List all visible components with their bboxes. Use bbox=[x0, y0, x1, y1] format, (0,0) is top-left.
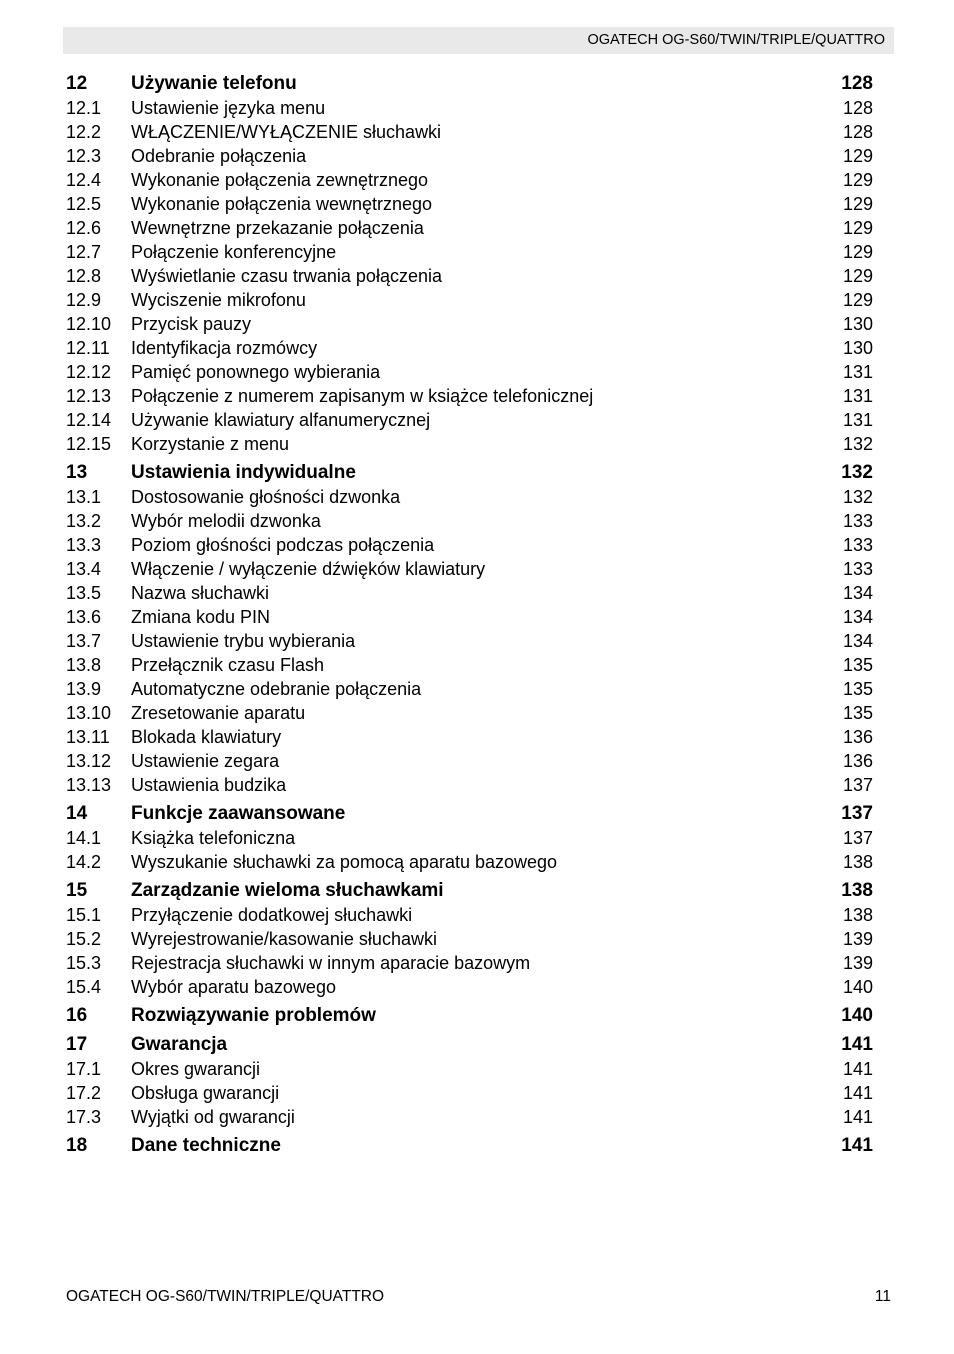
toc-chapter bbox=[66, 1129, 874, 1158]
toc-chapter bbox=[66, 999, 874, 1028]
toc-entry bbox=[66, 975, 874, 999]
toc-page: 131 bbox=[842, 386, 873, 406]
toc-number: 14.2 bbox=[66, 852, 102, 872]
toc-title: Używanie klawiatury alfanumerycznej bbox=[131, 410, 431, 430]
toc-title: Pamięć ponownego wybierania bbox=[131, 362, 381, 382]
toc-number: 12.13 bbox=[66, 386, 112, 406]
toc-page: 141 bbox=[842, 1107, 873, 1127]
toc-entry bbox=[66, 288, 874, 312]
toc-number: 12.15 bbox=[66, 434, 112, 454]
toc-title: Rozwiązywanie problemów bbox=[131, 1005, 376, 1026]
toc-title: Identyfikacja rozmówcy bbox=[131, 338, 318, 358]
toc-page: 135 bbox=[842, 655, 873, 675]
toc-title: Rejestracja słuchawki w innym aparacie bazowym bbox=[131, 953, 531, 973]
toc-entry bbox=[66, 336, 874, 360]
toc-entry bbox=[66, 927, 874, 951]
table-of-contents bbox=[66, 71, 874, 1158]
toc-page: 131 bbox=[842, 362, 873, 382]
toc-title: Wewnętrzne przekazanie połączenia bbox=[131, 218, 424, 238]
toc-number: 12.11 bbox=[66, 338, 110, 358]
toc-number: 16 bbox=[66, 1005, 88, 1026]
toc-entry bbox=[66, 653, 874, 677]
toc-title: Odebranie połączenia bbox=[131, 146, 307, 166]
toc-page: 134 bbox=[842, 631, 873, 651]
toc-title: WŁĄCZENIE/WYŁĄCZENIE słuchawki bbox=[131, 122, 442, 142]
toc-title: Ustawienie trybu wybierania bbox=[131, 631, 356, 651]
toc-entry bbox=[66, 1057, 874, 1081]
toc-number: 12.14 bbox=[66, 410, 112, 430]
toc-number: 13.8 bbox=[66, 655, 102, 675]
toc-page: 137 bbox=[841, 803, 873, 824]
toc-page: 140 bbox=[841, 1005, 873, 1026]
toc-title: Przełącznik czasu Flash bbox=[131, 655, 325, 675]
toc-entry bbox=[66, 408, 874, 432]
toc-title: Obsługa gwarancji bbox=[131, 1083, 280, 1103]
toc-page: 138 bbox=[841, 880, 873, 901]
toc-entry bbox=[66, 1105, 874, 1129]
toc-page: 137 bbox=[842, 828, 873, 848]
toc-page: 141 bbox=[842, 1083, 873, 1103]
toc-page: 130 bbox=[842, 338, 873, 358]
toc-chapter bbox=[66, 456, 874, 485]
toc-number: 12.7 bbox=[66, 242, 102, 262]
header-title: OGATECH OG-S60/TWIN/TRIPLE/QUATTRO bbox=[587, 32, 885, 48]
toc-number: 13.11 bbox=[66, 727, 110, 747]
toc-entry bbox=[66, 264, 874, 288]
toc-title: Automatyczne odebranie połączenia bbox=[131, 679, 422, 699]
toc-page: 132 bbox=[842, 487, 873, 507]
toc-number: 17.2 bbox=[66, 1083, 102, 1103]
toc-title: Zresetowanie aparatu bbox=[131, 703, 306, 723]
toc-entry bbox=[66, 216, 874, 240]
toc-title: Ustawienie zegara bbox=[131, 751, 280, 771]
toc-title: Wybór melodii dzwonka bbox=[131, 511, 321, 531]
toc-number: 13.1 bbox=[66, 487, 102, 507]
toc-number: 14 bbox=[66, 803, 88, 824]
toc-entry bbox=[66, 903, 874, 927]
toc-title: Wykonanie połączenia wewnętrznego bbox=[131, 194, 433, 214]
toc-title: Przyłączenie dodatkowej słuchawki bbox=[131, 905, 413, 925]
toc-number: 13 bbox=[66, 462, 88, 483]
toc-entry bbox=[66, 533, 874, 557]
toc-title: Wyciszenie mikrofonu bbox=[131, 290, 306, 310]
toc-page: 136 bbox=[842, 751, 873, 771]
toc-page: 128 bbox=[842, 98, 873, 118]
toc-title: Gwarancja bbox=[131, 1034, 228, 1055]
toc-number: 12.6 bbox=[66, 218, 102, 238]
toc-entry bbox=[66, 168, 874, 192]
toc-title: Wyszukanie słuchawki za pomocą aparatu bazowego bbox=[131, 852, 558, 872]
toc-entry bbox=[66, 850, 874, 874]
toc-title: Zmiana kodu PIN bbox=[131, 607, 271, 627]
toc-number: 15.3 bbox=[66, 953, 102, 973]
toc-title: Połączenie z numerem zapisanym w książce telefonicznej bbox=[131, 386, 594, 406]
toc-entry bbox=[66, 629, 874, 653]
toc-title: Zarządzanie wieloma słuchawkami bbox=[131, 880, 444, 901]
toc-title: Dostosowanie głośności dzwonka bbox=[131, 487, 401, 507]
toc-page: 132 bbox=[841, 462, 873, 483]
toc-number: 12.10 bbox=[66, 314, 112, 334]
toc-page: 133 bbox=[842, 511, 873, 531]
toc-number: 13.6 bbox=[66, 607, 102, 627]
toc-page: 129 bbox=[842, 146, 873, 166]
toc-page: 128 bbox=[841, 73, 873, 94]
toc-entry bbox=[66, 749, 874, 773]
toc-page: 134 bbox=[842, 607, 873, 627]
toc-number: 13.3 bbox=[66, 535, 102, 555]
toc-page: 135 bbox=[842, 679, 873, 699]
toc-page: 135 bbox=[842, 703, 873, 723]
toc-entry bbox=[66, 951, 874, 975]
toc-number: 12.8 bbox=[66, 266, 102, 286]
toc-number: 12.12 bbox=[66, 362, 112, 382]
toc-title: Ustawienia budzika bbox=[131, 775, 287, 795]
toc-entry bbox=[66, 384, 874, 408]
toc-entry bbox=[66, 557, 874, 581]
toc-page: 138 bbox=[842, 852, 873, 872]
toc-page: 128 bbox=[842, 122, 873, 142]
toc-number: 13.2 bbox=[66, 511, 102, 531]
toc-number: 12.5 bbox=[66, 194, 102, 214]
toc-number: 13.9 bbox=[66, 679, 102, 699]
footer-title: OGATECH OG-S60/TWIN/TRIPLE/QUATTRO bbox=[66, 1288, 385, 1305]
toc-number: 15.2 bbox=[66, 929, 102, 949]
toc-entry bbox=[66, 485, 874, 509]
toc-title: Wykonanie połączenia zewnętrznego bbox=[131, 170, 429, 190]
toc-page: 141 bbox=[841, 1135, 873, 1156]
toc-number: 13.12 bbox=[66, 751, 112, 771]
toc-title: Połączenie konferencyjne bbox=[131, 242, 337, 262]
toc-title: Włączenie / wyłączenie dźwięków klawiatury bbox=[131, 559, 486, 579]
toc-page: 136 bbox=[842, 727, 873, 747]
toc-page: 134 bbox=[842, 583, 873, 603]
toc-title: Blokada klawiatury bbox=[131, 727, 282, 747]
toc-entry bbox=[66, 581, 874, 605]
toc-chapter bbox=[66, 71, 874, 96]
toc-number: 12 bbox=[66, 73, 88, 94]
toc-number: 15 bbox=[66, 880, 88, 901]
toc-number: 15.1 bbox=[66, 905, 102, 925]
toc-chapter bbox=[66, 1028, 874, 1057]
toc-entry bbox=[66, 144, 874, 168]
toc-chapter bbox=[66, 874, 874, 903]
toc-title: Ustawienia indywidualne bbox=[131, 462, 356, 483]
toc-title: Poziom głośności podczas połączenia bbox=[131, 535, 435, 555]
toc-page: 129 bbox=[842, 266, 873, 286]
toc-page: 140 bbox=[842, 977, 873, 997]
toc-page: 133 bbox=[842, 559, 873, 579]
toc-page: 129 bbox=[842, 242, 873, 262]
toc-entry bbox=[66, 677, 874, 701]
toc-entry bbox=[66, 432, 874, 456]
toc-entry bbox=[66, 312, 874, 336]
toc-page: 137 bbox=[842, 775, 873, 795]
toc-number: 12.3 bbox=[66, 146, 102, 166]
toc-title: Wyrejestrowanie/kasowanie słuchawki bbox=[131, 929, 437, 949]
toc-title: Używanie telefonu bbox=[131, 73, 297, 94]
toc-page: 129 bbox=[842, 170, 873, 190]
toc-entry bbox=[66, 120, 874, 144]
toc-page: 132 bbox=[842, 434, 873, 454]
toc-entry bbox=[66, 192, 874, 216]
toc-title: Wyświetlanie czasu trwania połączenia bbox=[131, 266, 442, 286]
toc-page: 129 bbox=[842, 194, 873, 214]
toc-entry bbox=[66, 701, 874, 725]
toc-title: Wybór aparatu bazowego bbox=[131, 977, 336, 997]
toc-number: 17.3 bbox=[66, 1107, 102, 1127]
page-header bbox=[63, 27, 894, 54]
toc-number: 12.1 bbox=[66, 98, 102, 118]
toc-entry bbox=[66, 96, 874, 120]
toc-page: 141 bbox=[842, 1059, 873, 1079]
toc-number: 17.1 bbox=[66, 1059, 102, 1079]
toc-number: 13.10 bbox=[66, 703, 112, 723]
toc-title: Książka telefoniczna bbox=[131, 828, 296, 848]
toc-page: 130 bbox=[842, 314, 873, 334]
toc-number: 13.4 bbox=[66, 559, 102, 579]
toc-title: Wyjątki od gwarancji bbox=[131, 1107, 295, 1127]
toc-page: 139 bbox=[842, 929, 873, 949]
toc-page: 129 bbox=[842, 290, 873, 310]
toc-entry bbox=[66, 773, 874, 797]
toc-title: Okres gwarancji bbox=[131, 1059, 261, 1079]
toc-entry bbox=[66, 240, 874, 264]
toc-number: 12.2 bbox=[66, 122, 102, 142]
toc-number: 12.4 bbox=[66, 170, 102, 190]
toc-entry bbox=[66, 1081, 874, 1105]
toc-number: 13.7 bbox=[66, 631, 102, 651]
toc-title: Przycisk pauzy bbox=[131, 314, 252, 334]
toc-page: 141 bbox=[841, 1034, 873, 1055]
toc-entry bbox=[66, 826, 874, 850]
toc-title: Ustawienie języka menu bbox=[131, 98, 326, 118]
toc-entry bbox=[66, 360, 874, 384]
toc-number: 13.5 bbox=[66, 583, 102, 603]
toc-page: 131 bbox=[842, 410, 873, 430]
toc-title: Dane techniczne bbox=[131, 1135, 281, 1156]
toc-number: 12.9 bbox=[66, 290, 102, 310]
toc-number: 14.1 bbox=[66, 828, 102, 848]
toc-entry bbox=[66, 725, 874, 749]
toc-page: 129 bbox=[842, 218, 873, 238]
toc-number: 17 bbox=[66, 1034, 88, 1055]
toc-title: Nazwa słuchawki bbox=[131, 583, 270, 603]
toc-entry bbox=[66, 605, 874, 629]
toc-title: Funkcje zaawansowane bbox=[131, 803, 346, 824]
toc-number: 15.4 bbox=[66, 977, 102, 997]
toc-page: 139 bbox=[842, 953, 873, 973]
toc-entry bbox=[66, 509, 874, 533]
toc-number: 18 bbox=[66, 1135, 88, 1156]
toc-chapter bbox=[66, 797, 874, 826]
toc-page: 138 bbox=[842, 905, 873, 925]
toc-title: Korzystanie z menu bbox=[131, 434, 290, 454]
page-number: 11 bbox=[874, 1288, 891, 1305]
toc-page: 133 bbox=[842, 535, 873, 555]
toc-number: 13.13 bbox=[66, 775, 112, 795]
